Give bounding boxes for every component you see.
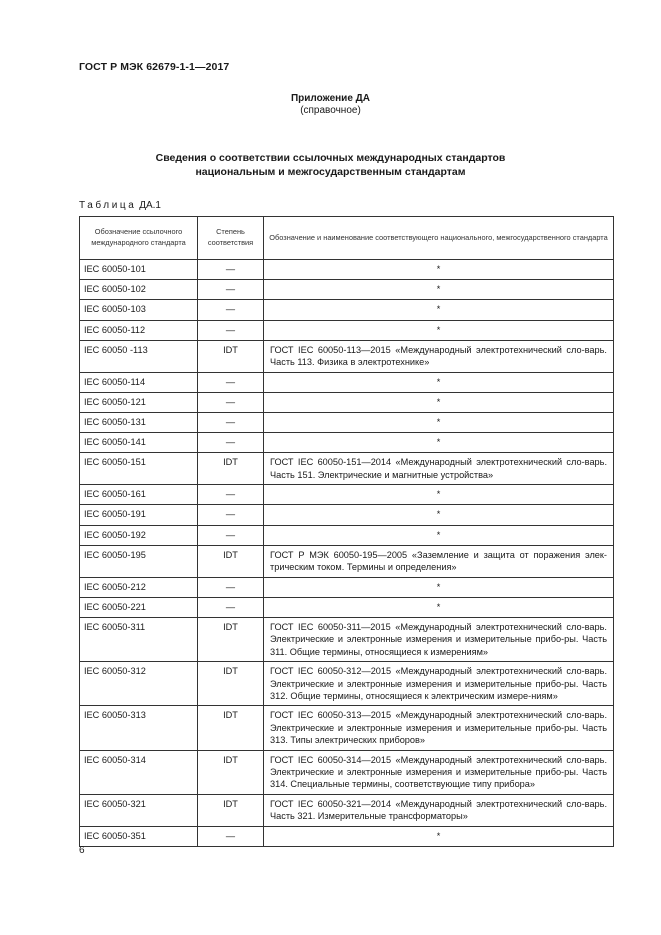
- table-row: [80, 300, 614, 320]
- column-header-reference: Обозначение ссылочного международного стандарта: [80, 217, 198, 260]
- cell-national-standard: *: [264, 320, 614, 340]
- table-row: [80, 577, 614, 597]
- table-row: [80, 750, 614, 794]
- table-row: [80, 320, 614, 340]
- cell-reference-standard: IEC 60050-221: [80, 597, 198, 617]
- cell-reference-standard: IEC 60050-101: [80, 260, 198, 280]
- cell-reference-standard: IEC 60050-195: [80, 545, 198, 577]
- cell-national-standard: ГОСТ IEC 60050-321—2014 «Международный электротехнический сло-варь. Часть 321. Измерительные трансформаторы»: [264, 794, 614, 826]
- cell-degree: IDT: [198, 794, 264, 826]
- cell-degree: —: [198, 485, 264, 505]
- table-row: [80, 545, 614, 577]
- cell-degree: —: [198, 525, 264, 545]
- table-row: [80, 340, 614, 372]
- cell-degree: IDT: [198, 545, 264, 577]
- cell-national-standard: *: [264, 597, 614, 617]
- cell-reference-standard: IEC 60050-313: [80, 706, 198, 750]
- cell-national-standard: *: [264, 300, 614, 320]
- annex-subtitle: (справочное): [300, 105, 361, 116]
- annex-title: Приложение ДА: [290, 93, 371, 104]
- cell-reference-standard: IEC 60050-212: [80, 577, 198, 597]
- cell-reference-standard: IEC 60050-161: [80, 485, 198, 505]
- column-header-degree: Степень соответствия: [198, 217, 264, 260]
- cell-reference-standard: IEC 60050-112: [80, 320, 198, 340]
- cell-degree: —: [198, 300, 264, 320]
- section-title-line1: Сведения о соответствии ссылочных международных стандартов: [155, 152, 506, 164]
- cell-national-standard: ГОСТ IEC 60050-314—2015 «Международный электротехнический сло-варь. Электрические и электронные измерения и измерительные прибо-ры. Часть 314. Специальные термины, соответствующие типу прибора»: [264, 750, 614, 794]
- cell-national-standard: *: [264, 485, 614, 505]
- cell-national-standard: *: [264, 392, 614, 412]
- cell-reference-standard: IEC 60050-102: [80, 280, 198, 300]
- table-row: [80, 662, 614, 706]
- cell-degree: IDT: [198, 453, 264, 485]
- cell-reference-standard: IEC 60050-192: [80, 525, 198, 545]
- cell-degree: —: [198, 372, 264, 392]
- cell-national-standard: ГОСТ IEC 60050-313—2015 «Международный электротехнический сло-варь. Электрические и электронные измерения и измерительные прибо-ры. Часть 313. Типы электрических приборов»: [264, 706, 614, 750]
- cell-reference-standard: IEC 60050-131: [80, 412, 198, 432]
- cell-degree: —: [198, 597, 264, 617]
- cell-national-standard: *: [264, 577, 614, 597]
- cell-national-standard: *: [264, 260, 614, 280]
- table-caption-number: ДА.1: [139, 200, 161, 211]
- table-row: [80, 485, 614, 505]
- cell-national-standard: *: [264, 525, 614, 545]
- table-row: [80, 597, 614, 617]
- cell-degree: —: [198, 392, 264, 412]
- cell-degree: IDT: [198, 662, 264, 706]
- document-code: ГОСТ Р МЭК 62679-1-1—2017: [79, 61, 230, 73]
- page-number: 6: [79, 845, 85, 856]
- cell-national-standard: ГОСТ IEC 60050-312—2015 «Международный электротехнический сло-варь. Электрические и электронные измерения и измерительные прибо-ры. Часть 312. Общие термины, относящиеся к электрическим измере-ниям»: [264, 662, 614, 706]
- cell-national-standard: *: [264, 280, 614, 300]
- cell-national-standard: ГОСТ IEC 60050-151—2014 «Международный электротехнический сло-варь. Часть 151. Электрические и магнитные устройства»: [264, 453, 614, 485]
- cell-national-standard: ГОСТ IEC 60050-311—2015 «Международный электротехнический сло-варь. Электрические и электронные измерения и измерительные прибо-ры. Часть 311. Общие термины, относящиеся к измерениям»: [264, 617, 614, 661]
- cell-degree: —: [198, 433, 264, 453]
- table-row: [80, 525, 614, 545]
- cell-reference-standard: IEC 60050-351: [80, 826, 198, 846]
- table-caption-prefix: Таблица: [79, 200, 137, 211]
- cell-reference-standard: IEC 60050 -113: [80, 340, 198, 372]
- cell-national-standard: *: [264, 372, 614, 392]
- table-row: [80, 392, 614, 412]
- cell-reference-standard: IEC 60050-311: [80, 617, 198, 661]
- cell-reference-standard: IEC 60050-151: [80, 453, 198, 485]
- cell-reference-standard: IEC 60050-103: [80, 300, 198, 320]
- cell-degree: —: [198, 826, 264, 846]
- table-row: [80, 453, 614, 485]
- cell-degree: —: [198, 320, 264, 340]
- cell-degree: IDT: [198, 340, 264, 372]
- section-title-line2: национальным и межгосударственным стандартам: [195, 166, 466, 178]
- table-row: [80, 706, 614, 750]
- cell-degree: —: [198, 260, 264, 280]
- column-header-national: Обозначение и наименование соответствующего национального, межгосударственного стандарта: [264, 217, 614, 260]
- cell-degree: —: [198, 505, 264, 525]
- table-row: [80, 433, 614, 453]
- table-row: [80, 372, 614, 392]
- cell-national-standard: ГОСТ Р МЭК 60050-195—2005 «Заземление и защита от поражения элек-трическим током. Термины и определения»: [264, 545, 614, 577]
- cell-national-standard: *: [264, 433, 614, 453]
- table-row: [80, 617, 614, 661]
- cell-reference-standard: IEC 60050-191: [80, 505, 198, 525]
- table-header-row: [80, 217, 614, 260]
- cell-degree: IDT: [198, 750, 264, 794]
- cell-reference-standard: IEC 60050-141: [80, 433, 198, 453]
- table-body: [80, 260, 614, 847]
- table-row: [80, 505, 614, 525]
- table-row: [80, 260, 614, 280]
- table-row: [80, 826, 614, 846]
- cell-reference-standard: IEC 60050-121: [80, 392, 198, 412]
- table-row: [80, 280, 614, 300]
- table-caption: [79, 200, 161, 211]
- cell-degree: —: [198, 280, 264, 300]
- table-row: [80, 412, 614, 432]
- cell-reference-standard: IEC 60050-114: [80, 372, 198, 392]
- cell-degree: IDT: [198, 617, 264, 661]
- cell-reference-standard: IEC 60050-312: [80, 662, 198, 706]
- cell-national-standard: *: [264, 505, 614, 525]
- cell-reference-standard: IEC 60050-321: [80, 794, 198, 826]
- correspondence-table: [79, 216, 614, 847]
- cell-reference-standard: IEC 60050-314: [80, 750, 198, 794]
- table-row: [80, 794, 614, 826]
- cell-national-standard: *: [264, 412, 614, 432]
- cell-degree: IDT: [198, 706, 264, 750]
- cell-national-standard: *: [264, 826, 614, 846]
- cell-national-standard: ГОСТ IEC 60050-113—2015 «Международный электротехнический сло-варь. Часть 113. Физика в электротехнике»: [264, 340, 614, 372]
- cell-degree: —: [198, 412, 264, 432]
- cell-degree: —: [198, 577, 264, 597]
